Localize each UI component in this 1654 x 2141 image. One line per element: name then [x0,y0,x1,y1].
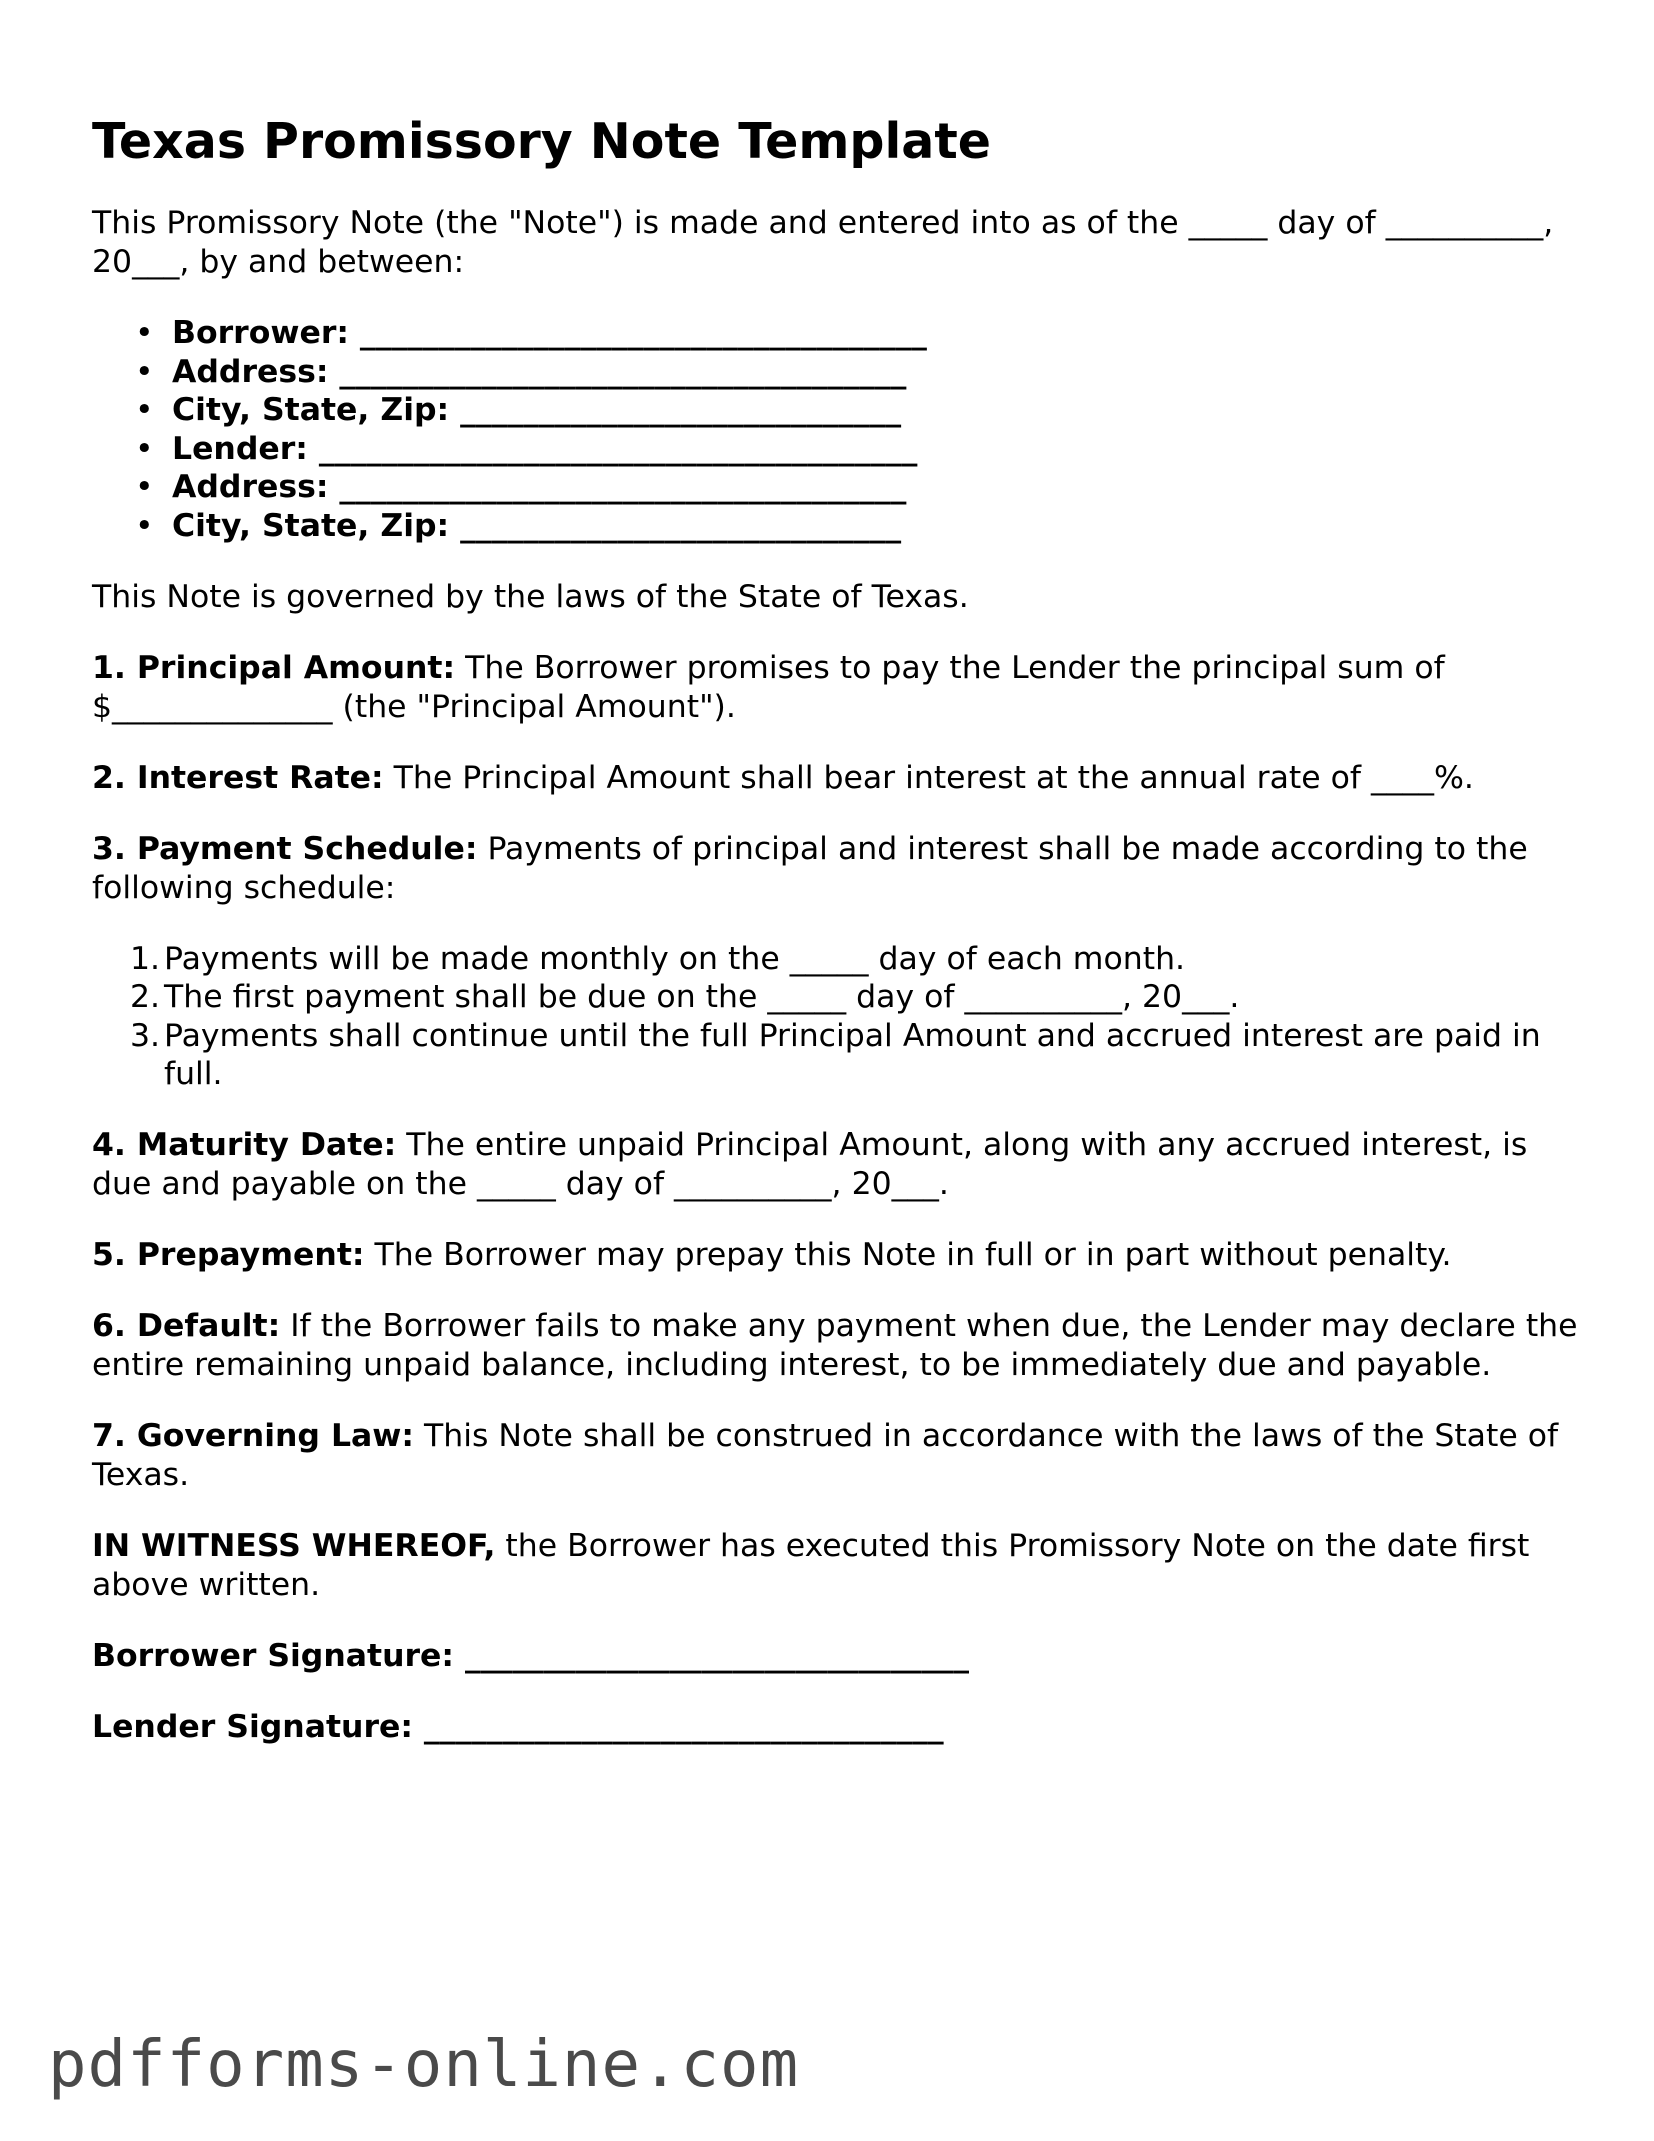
document-page [92,110,1582,1779]
section-payment-schedule: 3. Payment Schedule: Payments of principal and interest shall be made according to the following schedule: [92,830,1528,906]
intro-paragraph: This Promissory Note (the "Note") is made and entered into as of the _____ day of __________, 20___, by and between: [92,205,1554,280]
party-borrower-city: • City, State, Zip: ____________________________ [135,392,902,429]
schedule-item: 1. Payments will be made monthly on the _____ day of each month. [130,940,1186,977]
witness-clause: IN WITNESS WHEREOF, the Borrower has executed this Promissory Note on the date first above written. [92,1527,1530,1603]
party-lender-address: • Address: ____________________________________ [135,469,907,506]
schedule-list [92,940,1582,1094]
governed-statement: This Note is governed by the laws of the State of Texas. [92,578,969,615]
lender-signature-line: Lender Signature: _________________________________ [92,1708,944,1745]
section-interest-rate: 2. Interest Rate: The Principal Amount shall bear interest at the annual rate of ____%. [92,759,1474,796]
party-lender: • Lender: ______________________________________ [135,430,918,467]
schedule-item: 3. Payments shall continue until the full Principal Amount and accrued interest are paid in full. [130,1017,1541,1093]
party-borrower: • Borrower: ____________________________________ [135,315,927,351]
schedule-item: 2. The first payment shall be due on the _____ day of __________, 20___. [130,979,1240,1016]
party-lender-city: • City, State, Zip: ____________________________ [135,507,902,544]
page-title: Texas Promissory Note Template [92,113,991,170]
section-default: 6. Default: If the Borrower fails to make any payment when due, the Lender may declare the entire remaining unpaid balance, including interest, to be immediately due and payable. [92,1307,1578,1383]
section-maturity-date: 4. Maturity Date: The entire unpaid Principal Amount, along with any accrued interest, is due and payable on the _____ day of __________, 20___. [92,1126,1528,1202]
section-prepayment: 5. Prepayment: The Borrower may prepay this Note in full or in part without penalty. [92,1236,1452,1273]
party-borrower-address: • Address: ____________________________________ [135,353,907,390]
section-governing-law: 7. Governing Law: This Note shall be construed in accordance with the laws of the State of Texas. [92,1417,1559,1493]
watermark-logo: pdfforms-online.com [48,2028,800,2102]
section-principal-amount: 1. Principal Amount: The Borrower promises to pay the Lender the principal sum of $______________ (the "Principal Amount"). [92,649,1445,725]
parties-list [92,314,1582,546]
borrower-signature-line: Borrower Signature: ________________________________ [92,1637,969,1674]
